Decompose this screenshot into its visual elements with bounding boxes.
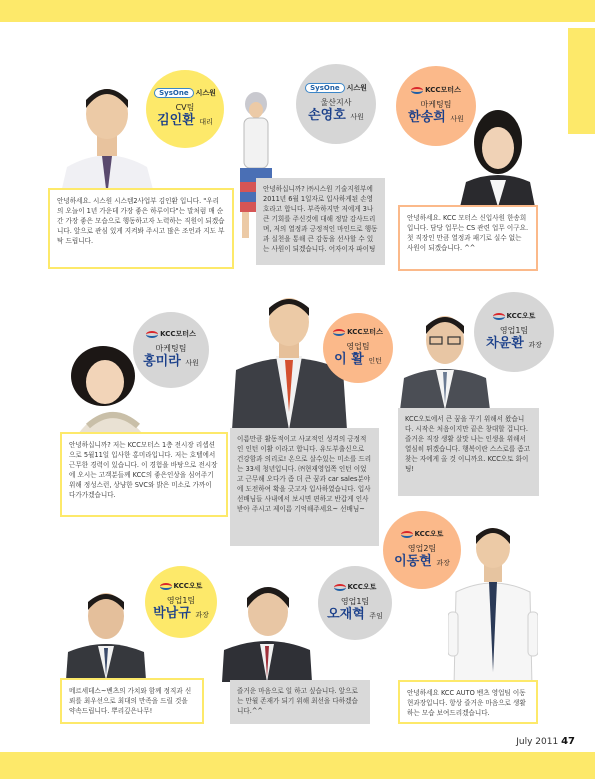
rank-5: 인턴 [368,357,382,365]
profile-circle-5 [323,313,393,383]
issue-date: July 2011 [516,737,559,747]
company-name-2: 시스원 [346,84,367,92]
page-number: 47 [561,736,575,747]
kcc-logo-icon [401,531,413,538]
rank-8: 과장 [195,611,209,619]
team-9: 영업1팀 [340,597,370,606]
photo-person-7 [448,522,538,687]
photo-person-4 [58,334,158,434]
profile-circle-6 [474,292,554,372]
kcc-logo-icon [411,87,423,94]
profile-circle-1 [146,70,224,148]
intro-box-9: 즐거운 마음으로 일 하고 싶습니다. 앞으로는 만월 존재가 되기 위해 최선을 다하겠습니다.^^ [230,680,370,724]
team-4: 마케팅팀 [155,344,187,353]
sysone-logo-icon: SysOne [154,88,193,98]
name-8: 박남규 과장 [153,606,209,621]
rank-3: 사원 [450,115,464,123]
photo-person-3 [460,102,535,207]
company-logo-5: KCC모터스 [333,327,383,337]
intro-box-4: 안녕하십니까? 저는 KCC모터스 1층 전시장 리셉션으로 5월11일 입사한 홍미라입니다. 저는 호텔에서 근무한 경력이 있습니다. 이 경험을 바탕으로 전시장에 오시는 고객분들께 KCC의 좋은인상을 심어주기 위해 정성스런, 상냥한 SVC와 밝은 미소로 가까이 다가가겠습니다. [60,432,228,517]
name-7: 이동현 과장 [394,554,450,569]
company-logo-1 [154,88,216,98]
company-logo-7: KCC오토 [401,529,444,539]
sysone-logo-icon: SysOne [305,83,344,93]
company-logo-2 [305,83,367,93]
intro-box-3: 안녕하세요. KCC 모터스 신입사원 한송희 입니다. 담당 업무는 CS 관련 업무 이구요. 첫 직장인 만큼 열정과 패기로 실수 없는 사원이 되겠습니다. ^^ [398,205,538,271]
rank-7: 과장 [436,559,450,567]
team-6: 영업1팀 [499,326,529,335]
team-5: 영업팀 [346,342,370,351]
photo-person-9 [222,574,312,682]
name-4: 홍미라 사원 [143,354,199,369]
company-logo-8: KCC오토 [160,581,203,591]
rank-4: 사원 [185,359,199,367]
intro-box-6: KCC오토에서 큰 꿈을 꾸기 위해서 왔습니다. 시작은 처음이지만 끝은 창대할 겁니다. 즐거운 직장 생활 살맛 나는 인생을 위해서 열심히 뛰겠습니다. 행복이란 스스로를 좀고 찾는 자에게 올 것 이니까요. KCC오토 화이팅! [398,408,539,496]
top-color-band [0,0,595,22]
intro-box-7: 안녕하세요 KCC AUTO 벤츠 영업팀 이동현과장입니다. 항상 즐거운 마음으로 생활하는 모습 보여드리겠습니다. [398,680,538,724]
company-logo-3: KCC모터스 [411,85,461,95]
photo-person-8 [66,580,146,680]
rank-1: 대리 [199,118,213,126]
intro-box-5: 이름만큼 활동적이고 사교적인 성격의 긍정적인 인턴 이활 이라고 합니다. 유도부출신으로 건강함과 의리로! 온으로 살수있는 미소를 드리는 33세 청년입니다. ㈜현재영업쪽 인턴 이었고 근무해 오다가 좀 더 큰 꿈과 car sales분야에 도전하여 확을 긋고자 입사하였습니다. 입사선배님들 사내에서 보시면 편하고 반갑게 인사받아 주시고 제이름 기억해주세요~ 선배님~ [230,428,379,546]
name-2: 손영호 사원 [308,108,364,123]
name-6: 차윤환 과장 [486,336,542,351]
team-3: 마케팅팀 [420,100,452,109]
team-1: CV팀 [175,103,195,112]
company-name-1: 시스원 [195,89,216,97]
company-logo-4: KCC모터스 [146,329,196,339]
profile-circle-8 [145,566,217,638]
kcc-logo-icon [493,313,505,320]
photo-person-1 [55,62,160,197]
team-8: 영업1팀 [166,596,196,605]
bottom-color-band [0,752,595,779]
name-5: 이 활 인턴 [334,352,382,367]
rank-6: 과장 [528,341,542,349]
name-1: 김인환 대리 [157,113,213,128]
intro-box-8: 메르세데스~벤츠의 가치와 함께 정직과 신뢰를 최우선으로 최대의 만족을 드릴 것을 약속드립니다. 뿌리깊은나무! [60,678,204,724]
kcc-logo-icon [160,583,172,590]
team-7: 영업2팀 [407,544,437,553]
intro-box-2: 안녕하십니까? ㈜시스원 기술지원부에 2011년 6월 1일자로 입사하게된 손영호라고 합니다. 부족하지만 저에게 3나큰 기회를 주신것에 대해 정말 감사드리며, 저의 열정과 긍정적인 마인드로 행동과 실천을 통해 큰 감동을 선사할 수 있는 사원이 되겠습니다. 어자이자 파이팅 [256,178,385,265]
rank-2: 사원 [350,113,364,121]
intro-box-1: 안녕하세요. 시스원 시스템2사업부 김인환 입니다. "우리의 오늘이 1년 가운데 가장 좋은 하루이다"는 말처럼 매 순간 가장 좋은 모습으로 행동하고자 노력하는 직원이 되겠습니다. 앞으로 관심 있게 지켜봐 주시고 많은 조언과 지도 부탁 드립니다. [48,188,234,269]
profile-circle-2 [296,64,376,144]
kcc-logo-icon [334,584,346,591]
side-color-tab [568,28,595,134]
rank-9: 주임 [369,612,383,620]
team-2: 울산지사 [320,98,352,107]
company-logo-9: KCC오토 [334,582,377,592]
name-3: 한송희 사원 [408,110,464,125]
company-logo-6: KCC오토 [493,311,536,321]
page-footer [516,736,575,747]
name-9: 오재혁 주임 [327,607,383,622]
profile-circle-9 [318,566,392,640]
kcc-logo-icon [333,329,345,336]
